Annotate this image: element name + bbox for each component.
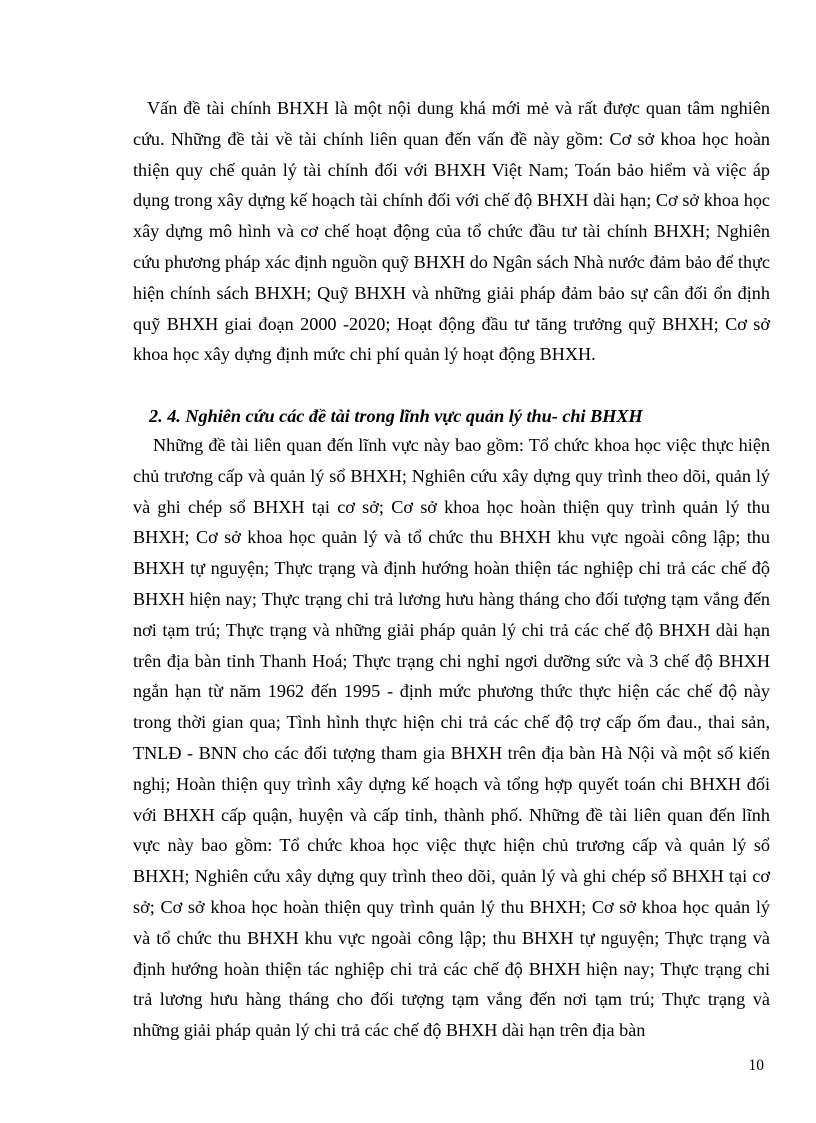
section-heading: 2. 4. Nghiên cứu các đề tài trong lĩnh vực quản lý thu- chi BHXH: [149, 406, 643, 426]
paragraph-collection-expenditure-topics: Những đề tài liên quan đến lĩnh vực này bao gồm: Tổ chức khoa học việc thực hiện chủ trương cấp và quản lý sổ BHXH; Nghiên cứu xây dựng quy trình theo dõi, quản lý và ghi chép sổ BHXH tại cơ sở; Cơ sở khoa học hoàn thiện quy trình quản lý thu BHXH; Cơ sở khoa học quản lý và tổ chức thu BHXH khu vực ngoài công lập; thu BHXH tự nguyện; Thực trạng và định hướng hoàn thiện tác nghiệp chi trả các chế độ BHXH hiện nay; Thực trạng chi trả lương hưu hàng tháng cho đối tượng tạm vắng đến nơi tạm trú; Thực trạng và những giải pháp quản lý chi trả các chế độ BHXH dài hạn trên địa bàn tỉnh Thanh Hoá; Thực trạng chi nghỉ ngơi dưỡng sức và 3 chế độ BHXH ngắn hạn từ năm 1962 đến 1995 - định mức phương thức thực hiện các chế độ này trong thời gian qua; Tình hình thực hiện chi trả các chế độ trợ cấp ốm đau., thai sản, TNLĐ - BNN cho các đối tượng tham gia BHXH trên địa bàn Hà Nội và một số kiến nghị; Hoàn thiện quy trình xây dựng kế hoạch và tổng hợp quyết toán chi BHXH đối với BHXH cấp quận, huyện và cấp tỉnh, thành phố. Những đề tài liên quan đến lĩnh vực này bao gồm: Tổ chức khoa học việc thực hiện chủ trương cấp và quản lý sổ BHXH; Nghiên cứu xây dựng quy trình theo dõi, quản lý và ghi chép sổ BHXH tại cơ sở; Cơ sở khoa học hoàn thiện quy trình quản lý thu BHXH; Cơ sở khoa học quản lý và tổ chức thu BHXH khu vực ngoài công lập; thu BHXH tự nguyện; Thực trạng và định hướng hoàn thiện tác nghiệp chi trả các chế độ BHXH hiện nay; Thực trạng chi trả lương hưu hàng tháng cho đối tượng tạm vắng đến nơi tạm trú; Thực trạng và những giải pháp quản lý chi trả các chế độ BHXH dài hạn trên địa bàn: [133, 435, 770, 1041]
paragraph-financial-topics: Vấn đề tài chính BHXH là một nội dung khá mới mẻ và rất được quan tâm nghiên cứu. Những đề tài về tài chính liên quan đến vấn đề này gồm: Cơ sở khoa học hoàn thiện quy chế quản lý tài chính đối với BHXH Việt Nam; Toán bảo hiểm và việc áp dụng trong xây dựng kế hoạch tài chính đối với chế độ BHXH dài hạn; Cơ sở khoa học xây dựng mô hình và cơ chế hoạt động của tổ chức đầu tư tài chính BHXH; Nghiên cứu phương pháp xác định nguồn quỹ BHXH do Ngân sách Nhà nước đảm bảo để thực hiện chính sách BHXH; Quỹ BHXH và những giải pháp đảm bảo sự cân đối ổn định quỹ BHXH giai đoạn 2000 -2020; Hoạt động đầu tư tăng trưởng quỹ BHXH; Cơ sở khoa học xây dựng định mức chi phí quản lý hoạt động BHXH.: [133, 98, 770, 365]
page-number: 10: [748, 1057, 764, 1074]
